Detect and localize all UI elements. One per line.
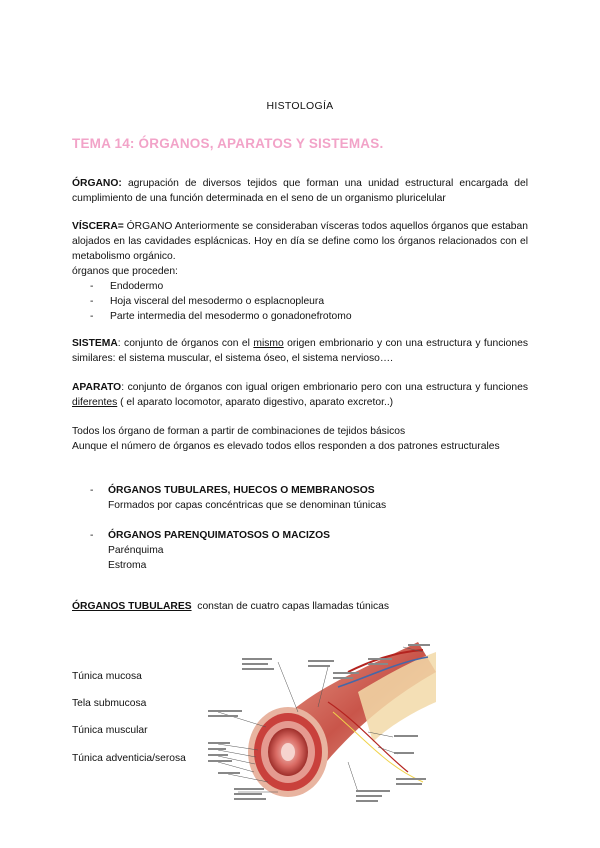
aparato-paragraph bbox=[72, 380, 528, 410]
viscera-list-intro: órganos que proceden: bbox=[72, 266, 178, 277]
capas-term: ÓRGANOS TUBULARES bbox=[72, 601, 192, 612]
list-item: - Hoja visceral del mesodermo o esplacnopleura bbox=[72, 294, 528, 309]
list-item: - Endodermo bbox=[72, 279, 528, 294]
patrones-line-2: Aunque el número de órganos es elevado todos ellos responden a dos patrones estructurales bbox=[72, 441, 500, 452]
viscera-paragraph bbox=[72, 219, 528, 324]
list-item: - Parte intermedia del mesodermo o gonadonefrotomo bbox=[72, 309, 528, 324]
parenquimatosos-item: Parénquima bbox=[108, 545, 164, 556]
capas-line bbox=[72, 601, 389, 612]
tubulares-block bbox=[90, 483, 387, 513]
parenquimatosos-title: ÓRGANOS PARENQUIMATOSOS O MACIZOS bbox=[108, 530, 330, 541]
viscera-list bbox=[72, 279, 528, 324]
dash-bullet: - bbox=[90, 530, 94, 541]
aparato-text: : conjunto de órganos con igual origen embrionario pero con una estructura y funciones bbox=[121, 382, 528, 393]
aparato-underlined: diferentes bbox=[72, 397, 118, 408]
sistema-paragraph bbox=[72, 336, 528, 366]
viscera-definition: ÓRGANO Anteriormente se consideraban vísceras todos aquellos órganos que estaban alojados en las cavidades esplácnicas. Hoy en día se define como los órganos relacionados con el metabolismo orgánico. bbox=[72, 221, 528, 262]
organo-term: ÓRGANO: bbox=[72, 178, 122, 189]
organo-definition: agrupación de diversos tejidos que forman una unidad estructural encargada del cumplimiento de una función determinada en el seno de un organismo pluricelular bbox=[72, 178, 528, 204]
organo-paragraph bbox=[72, 176, 528, 206]
sistema-term: SISTEMA bbox=[72, 338, 118, 349]
lumen bbox=[281, 743, 295, 761]
patrones-paragraph bbox=[72, 424, 528, 454]
sistema-text: : conjunto de órganos con el bbox=[117, 338, 254, 349]
patrones-line-1: Todos los órgano de forman a partir de combinaciones de tejidos básicos bbox=[72, 426, 406, 437]
tubular-organ-illustration bbox=[208, 632, 436, 810]
tubulares-title: ÓRGANOS TUBULARES, HUECOS O MEMBRANOSOS bbox=[108, 485, 375, 496]
tubulares-desc: Formados por capas concéntricas que se denominan túnicas bbox=[108, 500, 387, 511]
tunica-label: Tela submucosa bbox=[72, 698, 147, 709]
tunica-label: Túnica mucosa bbox=[72, 671, 142, 682]
sistema-text-end: origen embrionario y con una estructura y funciones similares: el sistema muscular, el sistema óseo, el sistema nervioso…. bbox=[72, 338, 528, 364]
tunica-label: Túnica adventicia/serosa bbox=[72, 753, 186, 764]
parenquimatosos-item: Estroma bbox=[108, 560, 147, 571]
tunica-label: Túnica muscular bbox=[72, 725, 148, 736]
page-header: HISTOLOGÍA bbox=[266, 100, 334, 112]
parenquimatosos-block bbox=[90, 528, 330, 573]
viscera-term: VÍSCERA= bbox=[72, 221, 124, 232]
sistema-underlined: mismo bbox=[253, 338, 284, 349]
capas-text: constan de cuatro capas llamadas túnicas bbox=[197, 601, 390, 612]
aparato-term: APARATO bbox=[72, 382, 122, 393]
dash-bullet: - bbox=[90, 485, 94, 496]
aparato-text-end: ( el aparato locomotor, aparato digestivo, aparato excretor..) bbox=[117, 397, 394, 408]
tema-title: TEMA 14: ÓRGANOS, APARATOS Y SISTEMAS. bbox=[72, 136, 384, 151]
